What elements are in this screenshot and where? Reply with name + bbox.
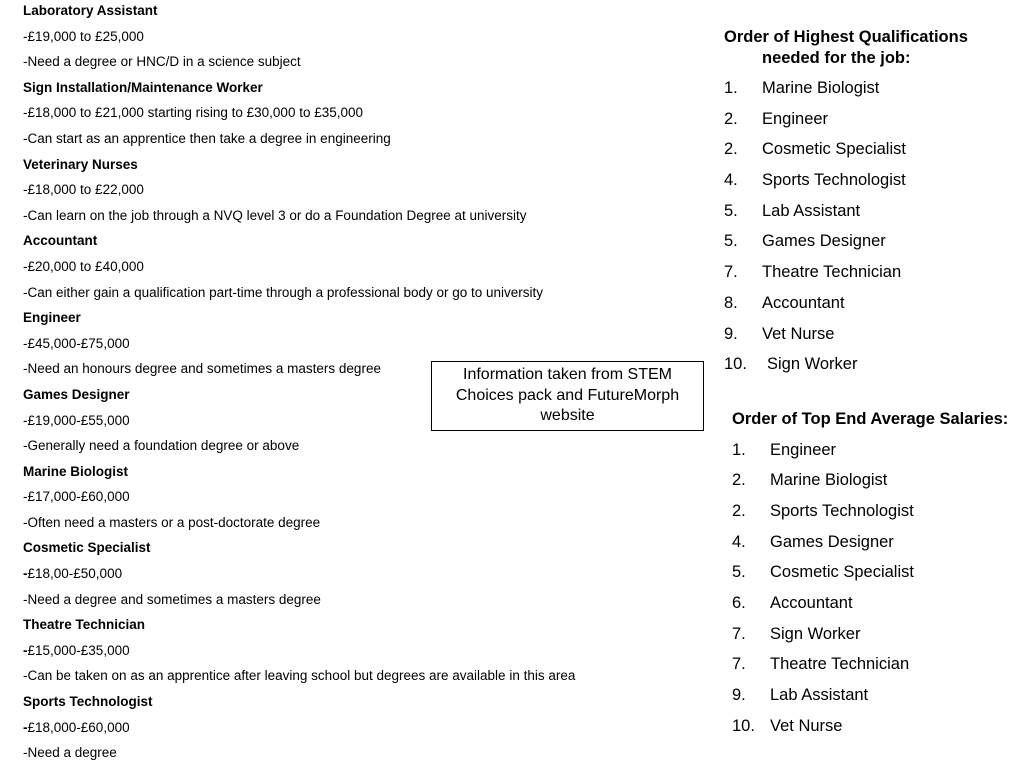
- job-salary-dash: -: [23, 719, 28, 735]
- rank-number: 2.: [724, 140, 738, 159]
- salaries-list-item: [732, 532, 1022, 563]
- rank-label: Accountant: [762, 293, 845, 312]
- job-salary: [23, 565, 683, 591]
- job-salary-value: £20,000 to £40,000: [27, 258, 144, 274]
- rank-number: 6.: [732, 593, 746, 612]
- qualifications-list-item: [724, 354, 1020, 385]
- salaries-list-item: [732, 654, 1022, 685]
- qualifications-list-item: [724, 201, 1020, 232]
- rank-label: Theatre Technician: [762, 263, 902, 282]
- job-salary-value: £19,000 to £25,000: [27, 28, 144, 44]
- salaries-list-item: [732, 562, 1022, 593]
- job-requirement: -Need a degree or HNC/D in a science subject: [23, 54, 301, 70]
- job-title: Engineer: [23, 310, 81, 326]
- rank-number: 2.: [732, 471, 746, 490]
- rank-number: 5.: [724, 201, 738, 220]
- job-salary: [23, 28, 683, 54]
- job-salary-value: £18,00-£50,000: [27, 566, 123, 582]
- job-title: Games Designer: [23, 386, 130, 402]
- job-title: Theatre Technician: [23, 617, 146, 633]
- qualifications-list-item: [724, 109, 1020, 140]
- job-requirement: -Can learn on the job through a NVQ level 3 or do a Foundation Degree at university: [23, 207, 527, 223]
- job-salary-value: £45,000-£75,000: [27, 335, 130, 351]
- rank-number: 9.: [724, 324, 738, 343]
- rank-label: Theatre Technician: [770, 655, 910, 674]
- rank-label: Engineer: [770, 440, 837, 459]
- rank-label: Accountant: [770, 593, 853, 612]
- salaries-heading: Order of Top End Average Salaries:: [732, 410, 1009, 428]
- rank-label: Cosmetic Specialist: [762, 140, 906, 159]
- job-salary-dash: -: [23, 105, 28, 121]
- job-salary-value: £18,000 to £21,000 starting rising to £30,000 to £35,000: [27, 105, 364, 121]
- job-salary: [23, 335, 683, 361]
- job-requirement: -Need an honours degree and sometimes a masters degree: [23, 361, 381, 377]
- rank-number: 10.: [732, 716, 755, 735]
- job-requirement: -Often need a masters or a post-doctorate degree: [23, 514, 321, 530]
- qualifications-heading: Order of Highest Qualifications needed for the job:: [724, 28, 968, 67]
- job-title: Veterinary Nurses: [23, 156, 138, 172]
- job-salary-dash: -: [23, 335, 28, 351]
- qualifications-list: [724, 78, 1020, 385]
- salaries-list-item: [732, 593, 1022, 624]
- rank-label: Games Designer: [770, 532, 894, 551]
- qualifications-list-item: [724, 293, 1020, 324]
- job-title: Laboratory Assistant: [23, 3, 158, 18]
- rank-label: Games Designer: [762, 232, 886, 251]
- job-salary-value: £18,000-£60,000: [27, 719, 130, 735]
- salaries-list-item: [732, 470, 1022, 501]
- source-note-text: Information taken from STEM Choices pack and FutureMorph website: [455, 366, 680, 425]
- rank-number: 7.: [724, 263, 738, 282]
- salaries-ranking: [732, 409, 1022, 746]
- job-salary-value: £19,000-£55,000: [27, 412, 130, 428]
- job-salary-dash: -: [23, 566, 28, 582]
- rank-label: Vet Nurse: [770, 716, 843, 735]
- rank-number: 1.: [724, 79, 738, 97]
- job-requirement: -Can either gain a qualification part-time through a professional body or go to university: [23, 284, 544, 300]
- rank-label: Sports Technologist: [770, 501, 914, 520]
- job-requirement: -Generally need a foundation degree or above: [23, 438, 300, 454]
- qualifications-list-item: [724, 324, 1020, 355]
- rank-number: 4.: [732, 532, 746, 551]
- job-salary-dash: -: [23, 258, 28, 274]
- job-salary-dash: -: [23, 489, 28, 505]
- salaries-list-item: [732, 440, 1022, 471]
- salaries-list: [732, 440, 1022, 747]
- job-salary: [23, 719, 683, 745]
- rank-number: 5.: [732, 563, 746, 582]
- qualifications-list-item: [724, 170, 1020, 201]
- rank-label: Lab Assistant: [770, 686, 869, 704]
- job-salary: [23, 104, 683, 130]
- job-salary-value: £15,000-£35,000: [27, 642, 130, 658]
- job-title: Accountant: [23, 233, 98, 249]
- rank-label: Cosmetic Specialist: [770, 563, 914, 582]
- rank-label: Marine Biologist: [762, 79, 880, 97]
- rank-number: 9.: [732, 686, 746, 704]
- job-title: Marine Biologist: [23, 463, 129, 479]
- job-requirement: -Need a degree: [23, 745, 117, 761]
- salaries-list-item: [732, 501, 1022, 532]
- qualifications-list-item: [724, 78, 1020, 109]
- rank-number: 7.: [732, 624, 746, 643]
- job-salary: [23, 258, 683, 284]
- job-title: Sign Installation/Maintenance Worker: [23, 79, 263, 95]
- rank-label: Marine Biologist: [770, 471, 888, 490]
- job-salary-dash: -: [23, 412, 28, 428]
- rank-number: 10.: [724, 355, 747, 374]
- job-salary-value: £17,000-£60,000: [27, 489, 130, 505]
- job-salary-value: £18,000 to £22,000: [27, 182, 144, 198]
- job-requirement: -Can be taken on as an apprentice after leaving school but degrees are available in this area: [23, 668, 576, 684]
- rank-number: 2.: [724, 109, 738, 128]
- rank-number: 1.: [732, 440, 746, 459]
- rank-label: Sports Technologist: [762, 171, 906, 190]
- rank-number: 7.: [732, 655, 746, 674]
- job-salary: [23, 181, 683, 207]
- job-title: Cosmetic Specialist: [23, 540, 151, 556]
- rank-label: Engineer: [762, 109, 829, 128]
- job-requirement: -Can start as an apprentice then take a degree in engineering: [23, 130, 391, 146]
- rank-label: Sign Worker: [767, 355, 858, 374]
- qualifications-list-item: [724, 262, 1020, 293]
- salaries-list-item: [732, 685, 1022, 716]
- job-salary: [23, 642, 683, 668]
- rank-number: 2.: [732, 501, 746, 520]
- rank-label: Lab Assistant: [762, 201, 861, 220]
- job-salary-dash: -: [23, 642, 28, 658]
- rank-number: 4.: [724, 171, 738, 190]
- qualifications-ranking: [724, 27, 1020, 385]
- rank-number: 8.: [724, 293, 738, 312]
- salaries-list-item: [732, 624, 1022, 655]
- rank-label: Sign Worker: [770, 624, 861, 643]
- job-salary-dash: -: [23, 28, 28, 44]
- rank-label: Vet Nurse: [762, 324, 835, 343]
- rank-number: 5.: [724, 232, 738, 251]
- job-salary-dash: -: [23, 182, 28, 198]
- job-title: Sports Technologist: [23, 694, 153, 710]
- source-note-box: [431, 361, 704, 431]
- qualifications-list-item: [724, 231, 1020, 262]
- qualifications-list-item: [724, 139, 1020, 170]
- job-requirement: -Need a degree and sometimes a masters degree: [23, 591, 321, 607]
- salaries-list-item: [732, 716, 1022, 747]
- job-salary: [23, 488, 683, 514]
